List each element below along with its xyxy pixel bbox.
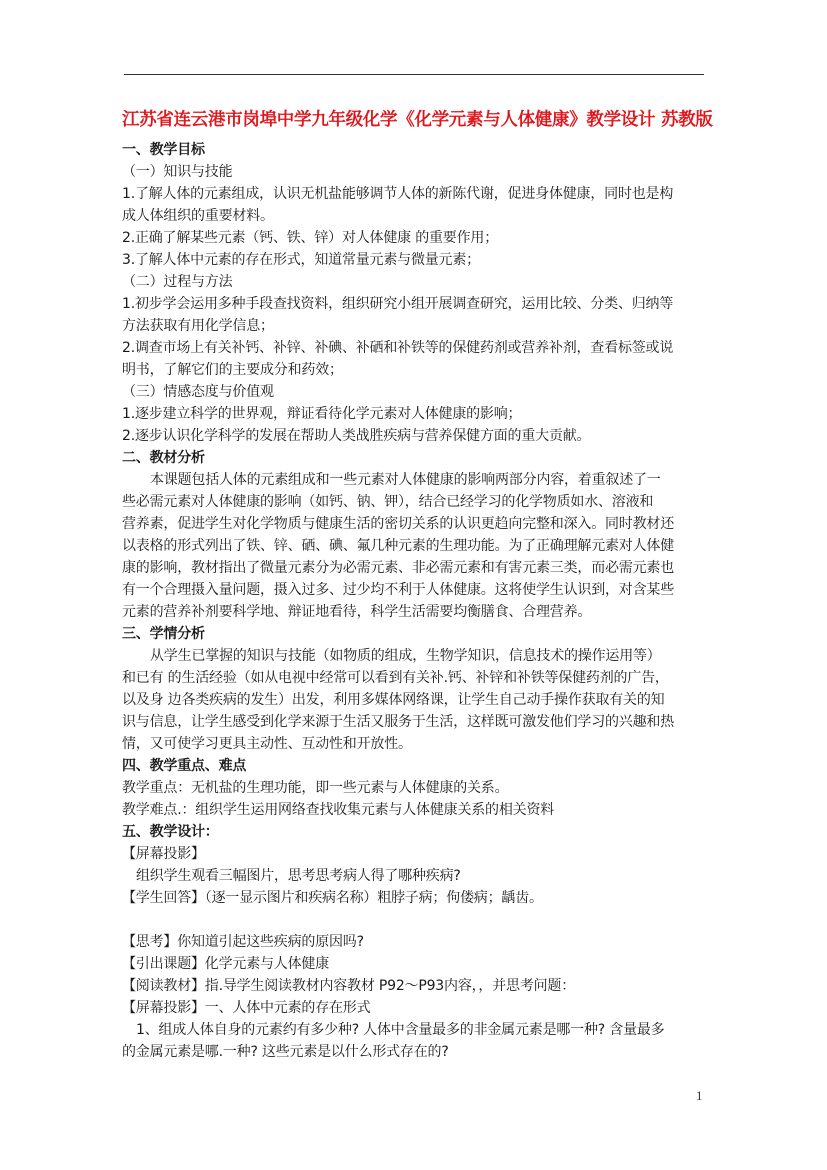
text-line: 教学难点.：组织学生运用网络查找收集元素与人体健康关系的相关资料 (122, 802, 555, 818)
text-line: 营养素，促进学生对化学物质与健康生活的密切关系的认识更趋向完整和深入。同时教材还 (122, 516, 674, 532)
text-line: 教学重点：无机盐的生理功能，即一些元素与人体健康的关系。 (122, 780, 509, 796)
section-heading-goals: 一、教学目标 (122, 142, 205, 158)
text-line: 1、组成人体自身的元素约有多少种? 人体中含量最多的非金属元素是哪一种? 含量最多 (136, 1022, 665, 1038)
text-line: 【阅读教材】指.导学生阅读教材内容教材 P92～P93内容，，并思考问题： (122, 978, 576, 994)
section-heading-material: 二、教材分析 (122, 450, 205, 466)
text-line: 本课题包括人体的元素组成和一些元素对人体健康的影响两部分内容，着重叙述了一 (150, 472, 661, 488)
text-line: 元素的营养补剂要科学地、辩证地看待，科学生活需要均衡膳食、合理营养。 (122, 604, 592, 620)
text-line: 方法获取有用化学信息； (122, 318, 274, 334)
text-line: 【思考】你知道引起这些疾病的原因吗? (122, 934, 364, 950)
text-line: 1.了解人体的元素组成，认识无机盐能够调节人体的新陈代谢，促进身体健康，同时也是构 (122, 186, 674, 202)
page-number: 1 (696, 1088, 703, 1103)
text-line: 成人体组织的重要材料。 (122, 208, 274, 224)
document-body (122, 106, 713, 1063)
section-heading-keypoints: 四、教学重点、难点 (122, 758, 247, 774)
header-rule (124, 74, 704, 75)
text-line: 康的影响，教材指出了微量元素分为必需元素、非必需元素和有害元素三类，而必需元素也 (122, 560, 674, 576)
text-line: 些必需元素对人体健康的影响（如钙、钠、钾），结合已经学习的化学物质如水、溶液和 (122, 494, 654, 510)
text-line: 2.逐步认识化学科学的发展在帮助人类战胜疾病与营养保健方面的重大贡献。 (122, 428, 591, 444)
text-line: 2.调查市场上有关补钙、补锌、补碘、补硒和补铁等的保健药剂或营养补剂，查看标签或说 (122, 340, 674, 356)
text-line: 【引出课题】化学元素与人体健康 (122, 956, 329, 972)
text-line: 识与信息，让学生感受到化学来源于生活又服务于生活，这样既可激发他们学习的兴趣和热 (122, 714, 674, 730)
text-line: 2.正确了解某些元素（钙、铁、锌）对人体健康 的重要作用； (122, 230, 499, 246)
text-line: 1.初步学会运用多种手段查找资料，组织研究小组开展调查研究，运用比较、分类、归纳等 (122, 296, 674, 312)
subheading-knowledge: （一）知识与技能 (122, 164, 233, 180)
text-line: 【屏幕投影】 (122, 846, 205, 862)
text-line: 组织学生观看三幅图片，思考思考病人得了哪种疾病? (136, 868, 461, 884)
text-line: 明书，了解它们的主要成分和药效； (122, 362, 343, 378)
text-line: 情，又可使学习更具主动性、互动性和开放性。 (122, 736, 412, 752)
blank-line (122, 909, 710, 931)
document-title: 江苏省连云港市岗埠中学九年级化学《化学元素与人体健康》教学设计 苏教版 (122, 110, 713, 130)
subheading-process: （二）过程与方法 (122, 274, 233, 290)
text-line: 以表格的形式列出了铁、锌、硒、碘、氟几种元素的生理功能。为了正确理解元素对人体健 (122, 538, 674, 554)
text-line: 有一个合理摄入量问题，摄入过多、过少均不利于人体健康。这将使学生认识到，对含某些 (122, 582, 674, 598)
text-line: 和已有 的生活经验（如从电视中经常可以看到有关补.钙、补锌和补铁等保健药剂的广告， (122, 670, 669, 686)
text-line: 从学生已掌握的知识与技能（如物质的组成，生物学知识，信息技术的操作运用等） (150, 648, 661, 664)
subheading-attitude: （三）情感态度与价值观 (122, 384, 274, 400)
text-line: 【学生回答】（逐一显示图片和疾病名称）粗脖子病；佝偻病；龋齿。 (122, 890, 543, 906)
section-heading-students: 三、学情分析 (122, 626, 205, 642)
section-heading-design: 五、教学设计： (122, 824, 219, 840)
text-line: 以及身 边各类疾病的发生）出发，利用多媒体网络课，让学生自己动手操作获取有关的知 (122, 692, 665, 708)
text-line: 1.逐步建立科学的世界观，辩证看待化学元素对人体健康的影响； (122, 406, 522, 422)
text-line: 3.了解人体中元素的存在形式，知道常量元素与微量元素； (122, 252, 480, 268)
text-line: 的金属元素是哪.一种? 这些元素是以什么形式存在的? (122, 1044, 449, 1060)
text-line: 【屏幕投影】一、人体中元素的存在形式 (122, 1000, 371, 1016)
